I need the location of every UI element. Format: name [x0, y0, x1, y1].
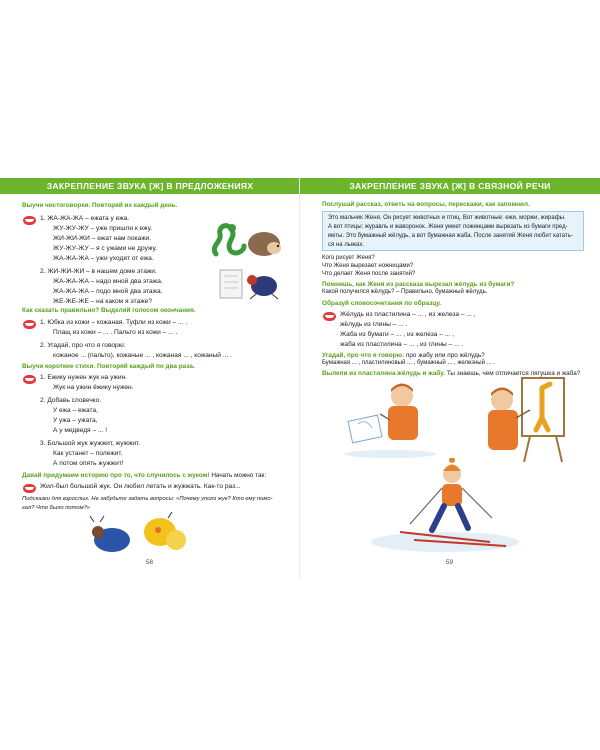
- snake-hedgehog-illustration: [208, 218, 284, 258]
- story-line: А вот птицы: журавль и жаворонок. Женя умеет пожинцами вырезать из бумаги пред-: [328, 224, 568, 230]
- left-task-4: [22, 472, 266, 479]
- story-start: Жил-был большой жук. Он любил летать и жужжать. Как-то раз...: [40, 483, 241, 490]
- smile-icon: [323, 312, 336, 321]
- ex1-line: 1. ЖА-ЖА-ЖА – ежата у ежа.: [40, 215, 130, 222]
- right-task-4-bold: Угадай, про что я говорю:: [322, 352, 405, 359]
- beetle-butterfly-illustration: [80, 512, 200, 556]
- question: Что Женя вырезает ножницами?: [322, 263, 414, 269]
- right-banner: ЗАКРЕПЛЕНИЕ ЗВУКА [Ж] В СВЯЗНОЙ РЕЧИ: [300, 178, 600, 194]
- ex2-line: ЖА-ЖА-ЖА – надо мной два этажа.: [53, 278, 163, 285]
- left-task-3: Выучи короткие стихи. Повторяй каждый по два раза.: [22, 363, 195, 370]
- right-task-3: Образуй словосочетания по образцу.: [322, 300, 442, 307]
- boy-cutting-illustration: [340, 380, 440, 458]
- boy-skiing-illustration: [370, 458, 520, 552]
- ex1-line: ЖИ-ЖИ-ЖИ – ежат нам покажи.: [53, 235, 152, 242]
- ex7-line: 3. Большой жук жужжит, жужжит.: [40, 440, 141, 447]
- story-line: Это мальчик Женя. Он рисует животных и птиц. Вот животные: ежи, моржи, жирафы.: [328, 215, 566, 221]
- right-task-4-plain: про жабу или про жёлудь?: [405, 352, 485, 359]
- right-task-5-bold: Вылепи из пластилина жёлудь и жабу.: [322, 370, 446, 377]
- ex7-line: Как устанет – полежит.: [53, 450, 123, 457]
- ex7-line: А потом опять жужжит!: [53, 460, 124, 467]
- left-task-4-plain: Начать можно так:: [211, 472, 267, 479]
- left-banner: ЗАКРЕПЛЕНИЕ ЗВУКА [Ж] В ПРЕДЛОЖЕНИЯХ: [0, 178, 300, 194]
- boy-painting-illustration: [480, 374, 572, 464]
- right-q2: Какой получился жёлудь? – Правильно, бумажный жёлудь.: [322, 289, 488, 295]
- right-ex2: Бумажная ... , пластилиновый ... , бумажный ... , железный ... .: [322, 360, 495, 366]
- left-task-1: Выучи чистоговорки. Повторяй их каждый день.: [22, 202, 178, 209]
- ex5-line: 1. Ежику нужен жук на ужин.: [40, 374, 128, 381]
- building-beetle-illustration: [218, 266, 284, 300]
- left-task-4-bold: Давай придумаем историю про то, что случилось с жуком!: [22, 472, 210, 479]
- smile-icon: [23, 320, 36, 329]
- right-task-5-plain: Ты знаешь, чем отличается лягушка и жаба?: [446, 370, 581, 377]
- ex6-line: А у медведя – ... !: [53, 427, 108, 434]
- page-number-right: 59: [446, 559, 453, 566]
- smile-icon: [23, 216, 36, 225]
- right-ex1-line: жаба из пластилина – ... , из глины – ... .: [340, 341, 464, 348]
- ex4-line: кожаное ... (пальто), кожаные ... , кожаная ... , кожаный ... .: [53, 352, 232, 359]
- ex2-line: ЖЕ-ЖЕ-ЖЕ – на каком я этаже?: [53, 298, 152, 305]
- story-line: ся на лыжах.: [328, 242, 365, 248]
- ex1-line: ЖУ-ЖУ-ЖУ – я с ужами не дружу.: [53, 245, 157, 252]
- right-ex1-line: жёлудь из глины – ... .: [340, 321, 408, 328]
- hint-line: гал? Что было потом?»: [22, 505, 91, 511]
- ex4-line: 2. Угадай, про что я говорю:: [40, 342, 126, 349]
- right-task-2: Помнишь, как Женя из рассказа вырезал жёлудь из бумаги?: [322, 281, 515, 288]
- ex3-line: 1. Юбка из кожи – кожаная. Туфли из кожи – ... .: [40, 319, 188, 326]
- question: Кого рисует Женя?: [322, 255, 375, 261]
- ex6-line: 2. Добавь словечко.: [40, 397, 102, 404]
- right-page: [300, 178, 600, 578]
- smile-icon: [23, 484, 36, 493]
- hint-line: Подсказки для взрослых. Не забудьте задать вопросы: «Почему уполз жук? Кто ему помо-: [22, 496, 273, 502]
- ex1-line: ЖУ-ЖУ-ЖУ – уже пришли к ежу.: [53, 225, 153, 232]
- right-ex1-line: Жаба из бумаги – ... , из железа – ... ,: [340, 331, 454, 338]
- ex2-line: ЖА-ЖА-ЖА – подо мной два этажа.: [53, 288, 163, 295]
- ex6-line: У ужа – ужата,: [53, 417, 98, 424]
- question: Что делает Женя после занятий?: [322, 271, 416, 277]
- left-page: [0, 178, 300, 578]
- ex5-line: Жук на ужин ёжику нужен.: [53, 384, 134, 391]
- ex6-line: У ежа – ежата,: [53, 407, 98, 414]
- page-number-left: 58: [146, 559, 153, 566]
- ex2-line: 2. ЖИ-ЖИ-ЖИ – в нашем доме этажи.: [40, 268, 157, 275]
- smile-icon: [23, 375, 36, 384]
- book-spread: [0, 178, 600, 578]
- right-task-1: Послушай рассказ, ответь на вопросы, перескажи, как запомнил.: [322, 201, 530, 208]
- story-line: меты. Это бумажный жёлудь, а вот бумажная жаба. После занятий Женя любит катать-: [328, 233, 573, 239]
- right-task-4: [322, 352, 485, 359]
- right-ex1-line: Жёлудь из пластилина – ... , из железа – ... ,: [340, 311, 476, 318]
- ex3-line: Плащ из кожи – ... . Пальто из кожи – ... .: [53, 329, 178, 336]
- story-box: [322, 211, 584, 251]
- ex1-line: ЖА-ЖА-ЖА – ужи уходят от ежа.: [53, 255, 154, 262]
- left-task-2: Как сказать правильно? Выделяй голосом окончания.: [22, 307, 196, 314]
